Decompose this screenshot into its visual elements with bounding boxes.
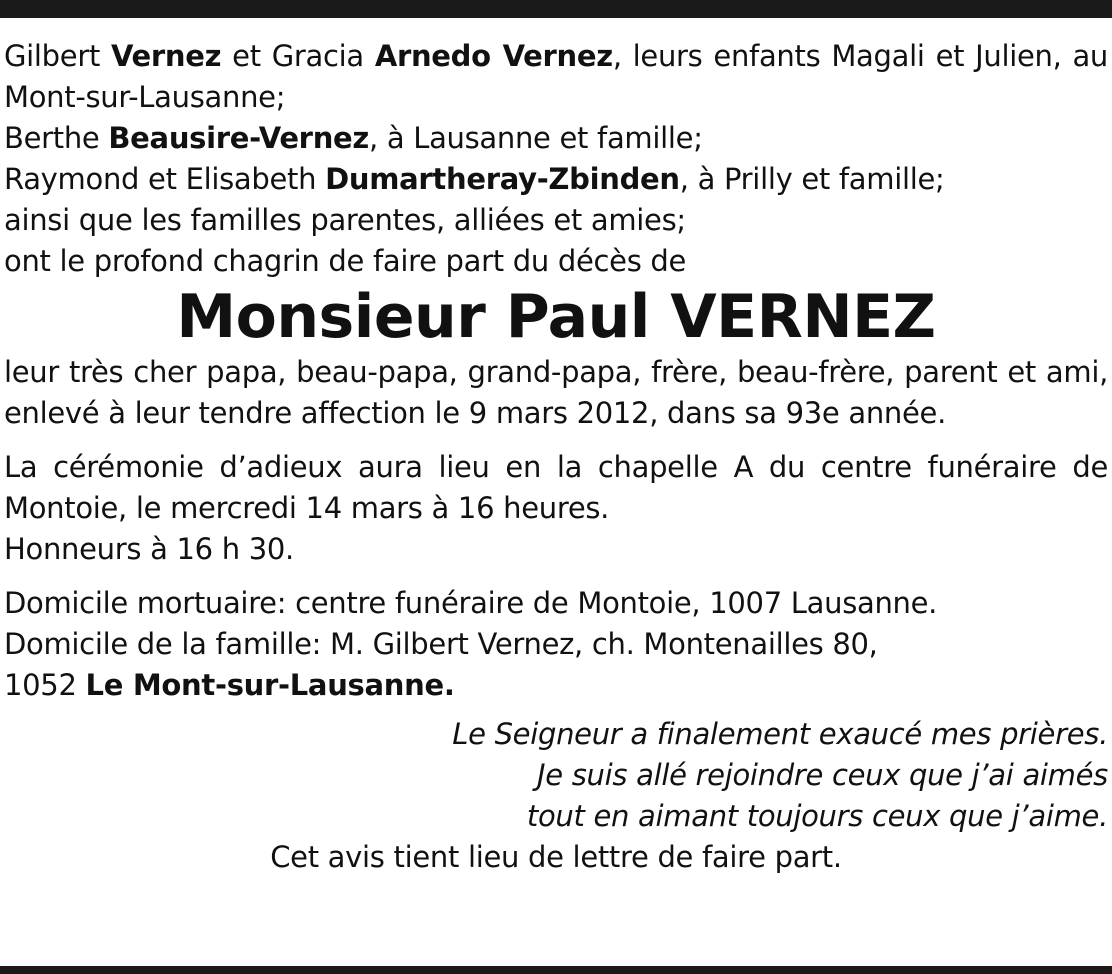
text-segment: Berthe	[4, 121, 109, 155]
surname-bold: Beausire-Vernez	[108, 121, 369, 155]
honours-line: Honneurs à 16 h 30.	[4, 532, 294, 566]
description-paragraph: leur très cher papa, beau-papa, grand-papa, frère, beau-frère, parent et ami, enlevé à leur tendre affection le 9 mars 2012, dans sa 93e année.	[4, 355, 1108, 430]
family-line-dumartheray	[4, 159, 1108, 200]
quote-line: Le Seigneur a finalement exaucé mes prières.	[452, 717, 1108, 751]
announcement-line: ont le profond chagrin de faire part du décès de	[4, 244, 687, 278]
surname-bold: Vernez	[110, 39, 222, 73]
family-line-beausire	[4, 118, 1108, 159]
surname-bold: Arnedo Vernez	[374, 39, 613, 73]
spacer	[4, 434, 1108, 447]
family-line-vernez	[4, 36, 1108, 118]
text-segment: et Gracia	[221, 39, 375, 73]
text-segment: Gilbert	[4, 39, 111, 73]
top-rule	[0, 0, 1112, 18]
text-segment: , leurs enfants Magali et Julien, au Mont-sur-Lausanne;	[4, 39, 1109, 114]
family-town-line	[4, 665, 1108, 706]
obituary-notice	[4, 36, 1108, 878]
relatives-line: ainsi que les familles parentes, alliées et amies;	[4, 203, 686, 237]
surname-bold: Dumartheray-Zbinden	[325, 162, 680, 196]
quote-block	[4, 714, 1108, 837]
family-address: Domicile de la famille: M. Gilbert Vernez, ch. Montenailles 80,	[4, 627, 878, 661]
text-segment: , à Prilly et famille;	[679, 162, 945, 196]
deceased-name-heading: Monsieur Paul VERNEZ	[176, 282, 936, 352]
quote-line: tout en aimant toujours ceux que j’aime.	[526, 799, 1108, 833]
mortuary-address: Domicile mortuaire: centre funéraire de Montoie, 1007 Lausanne.	[4, 586, 938, 620]
spacer	[4, 570, 1108, 583]
text-segment: , à Lausanne et famille;	[368, 121, 703, 155]
quote-line: Je suis allé rejoindre ceux que j’ai aimés	[537, 758, 1108, 792]
footer-note: Cet avis tient lieu de lettre de faire part.	[270, 840, 842, 874]
postcode: 1052	[4, 668, 86, 702]
text-segment: Raymond et Elisabeth	[4, 162, 326, 196]
town-bold: Le Mont-sur-Lausanne.	[85, 668, 455, 702]
bottom-rule	[0, 966, 1112, 974]
ceremony-paragraph: La cérémonie d’adieux aura lieu en la chapelle A du centre funéraire de Montoie, le mercredi 14 mars à 16 heures.	[4, 450, 1108, 525]
